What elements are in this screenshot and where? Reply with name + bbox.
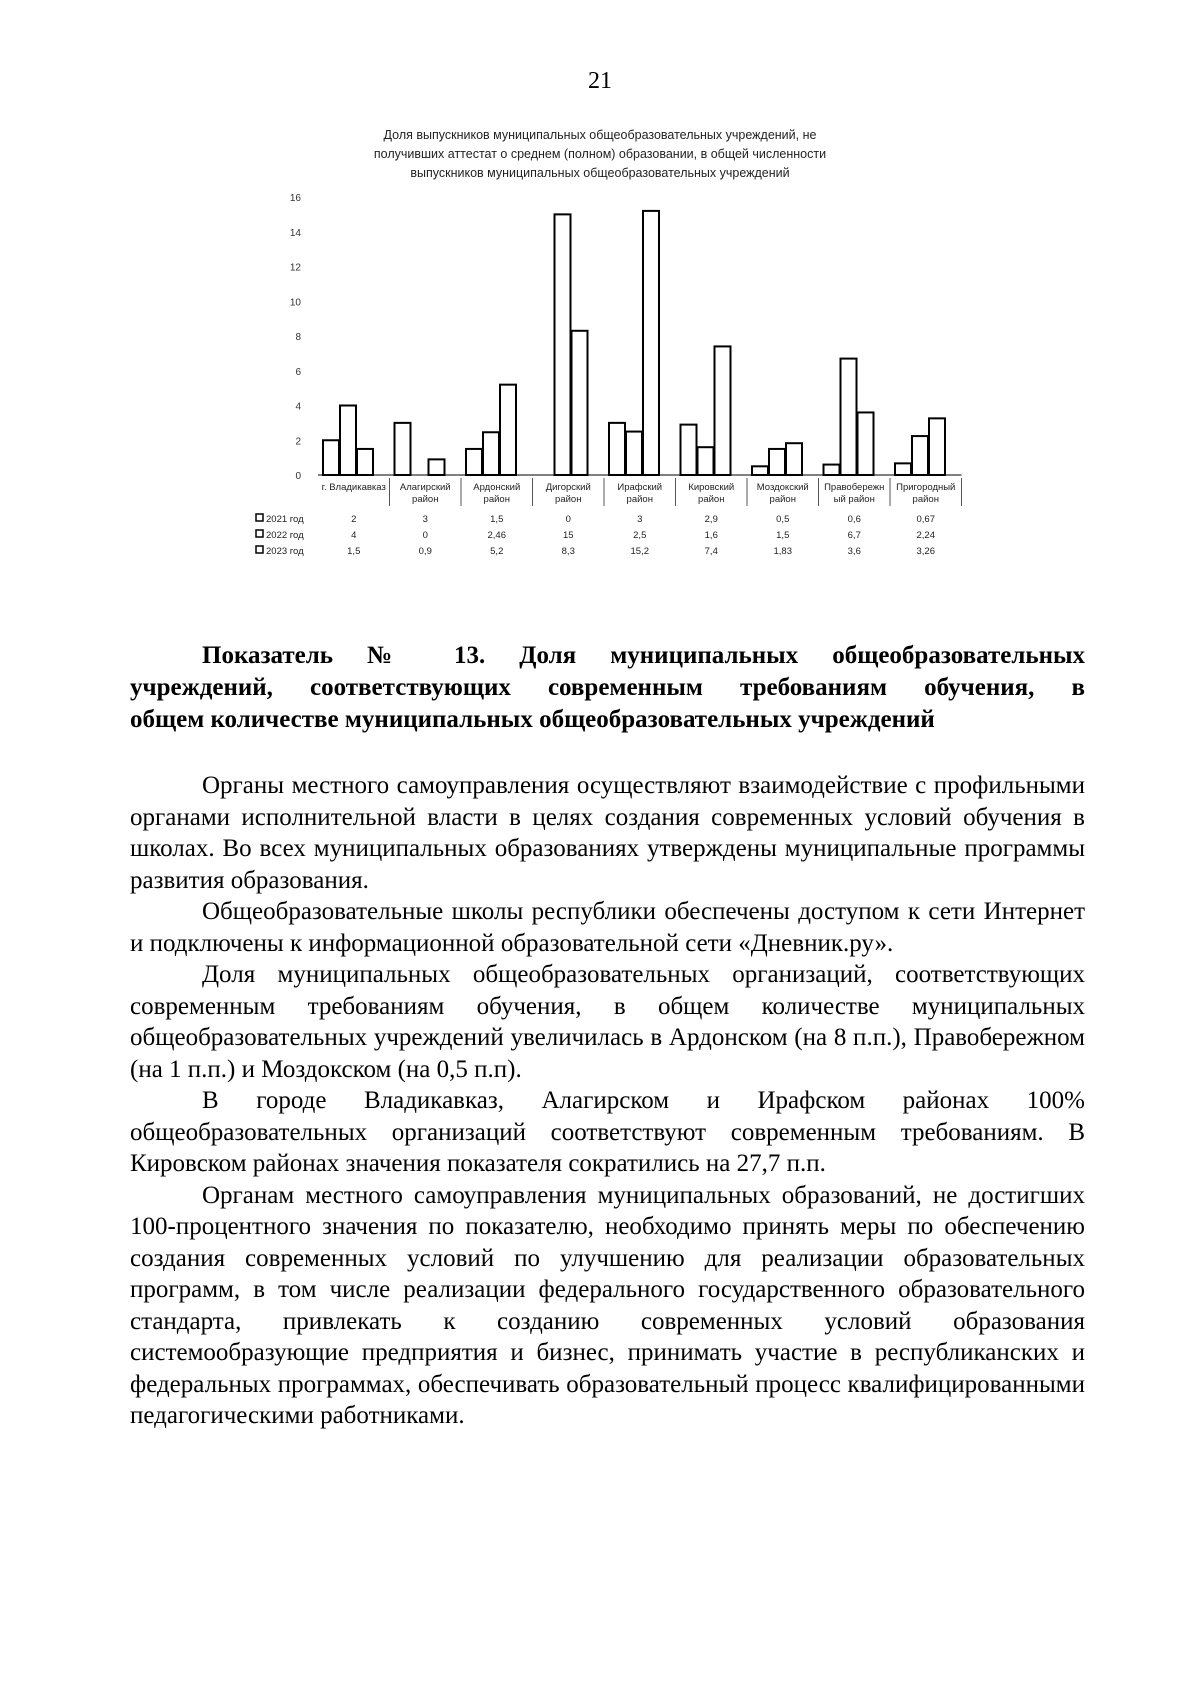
paragraph: В городе Владикавказ, Алагирском и Ирафском районах 100% общеобразовательных организаций соответствуют современным требованиям. В Кировском районах значения показателя сократились на 27,7 п.п.	[130, 1087, 1085, 1177]
chart-title-line: Доля выпускников муниципальных общеобразовательных учреждений, не	[383, 128, 817, 142]
category-label: Ирафский	[617, 482, 663, 493]
category-label: район	[412, 494, 439, 505]
heading-line: Показатель № 13. Доля муниципальных общеобразовательных	[202, 642, 1085, 669]
y-tick-label: 12	[289, 262, 301, 274]
bar	[357, 449, 373, 475]
bar	[466, 449, 482, 475]
bar	[841, 359, 857, 475]
data-table-value: 7,4	[704, 546, 718, 557]
data-table-value: 2	[351, 514, 357, 525]
y-tick-label: 14	[289, 227, 301, 239]
y-tick-label: 10	[289, 297, 301, 309]
chart-title-line: получивших аттестат о среднем (полном) образовании, в общей численности	[373, 147, 827, 161]
heading-line: учреждений, соответствующих современным требованиям обучения, в	[130, 674, 1085, 701]
data-table-value: 8,3	[561, 546, 575, 557]
data-table-value: 1,5	[347, 546, 361, 557]
bar	[483, 432, 499, 475]
bar	[929, 418, 945, 475]
category-label: Алагирский	[399, 482, 451, 493]
data-table-value: 2,46	[487, 530, 506, 541]
data-table-value: 6,7	[847, 530, 861, 541]
data-table-value: 0,9	[418, 546, 432, 557]
bar	[323, 440, 339, 475]
data-table-value: 3	[422, 514, 428, 525]
category-label: Ардонский	[473, 482, 521, 493]
chart-title-line: выпускников муниципальных общеобразовательных учреждений	[410, 166, 790, 180]
bar	[609, 423, 625, 475]
paragraph: Органам местного самоуправления муниципальных образований, не достигших 100-процентного значения по показателю, необходимо принять меры по обеспечению создания современных условий по улучшению для реализации образовательных программ, в том числе реализации федерального государственного образовательного стандарта, привлекать к созданию современных условий образования системообразующие предприятия и бизнес, принимать участие в республиканских и федеральных программах, обеспечивать образовательный процесс квалифицированными педагогическими работниками.	[130, 1181, 1085, 1429]
data-table-value: 1,5	[490, 514, 504, 525]
category-label: район	[698, 494, 725, 505]
bar	[824, 465, 840, 475]
category-label: г. Владикавказ	[321, 482, 386, 493]
data-table-value: 1,5	[776, 530, 790, 541]
bar	[626, 432, 642, 475]
bar	[769, 449, 785, 475]
data-table-value: 3,6	[847, 546, 861, 557]
section-heading	[130, 640, 1085, 736]
heading-line: общем количестве муниципальных общеобразовательных учреждений	[130, 706, 935, 733]
legend-label: 2021 год	[266, 514, 304, 525]
bar	[895, 463, 911, 475]
data-table-value: 0,67	[916, 514, 935, 525]
bar	[340, 406, 356, 476]
data-table-value: 0	[565, 514, 571, 525]
legend-swatch	[256, 530, 263, 537]
data-table-value: 4	[351, 530, 357, 541]
bar	[500, 385, 516, 475]
bar	[786, 443, 802, 475]
data-table-value: 3	[637, 514, 643, 525]
category-label: район	[769, 494, 796, 505]
category-label: район	[626, 494, 653, 505]
legend-swatch	[256, 514, 263, 521]
data-table-value: 1,6	[704, 530, 718, 541]
y-tick-label: 6	[295, 366, 301, 378]
paragraph: Общеобразовательные школы республики обеспечены доступом к сети Интернет и подключены к информационной образовательной сети «Дневник.ру».	[130, 898, 1085, 957]
bar	[429, 459, 445, 475]
bar	[395, 423, 411, 475]
legend-swatch	[256, 546, 263, 553]
data-table-value: 2,9	[704, 514, 718, 525]
data-table-value: 3,26	[916, 546, 935, 557]
category-label: Моздокский	[756, 482, 809, 493]
bar	[555, 214, 571, 475]
data-table-value: 1,83	[773, 546, 792, 557]
bar	[912, 436, 928, 475]
body-text	[130, 770, 1085, 1432]
bar	[715, 346, 731, 475]
legend-label: 2022 год	[266, 530, 304, 541]
data-table-value: 0,5	[776, 514, 790, 525]
bar-chart	[0, 0, 1200, 600]
category-label: район	[483, 494, 510, 505]
paragraph: Доля муниципальных общеобразовательных организаций, соответствующих современным требованиям обучения, в общем количестве муниципальных общеобразовательных учреждений увеличилась в Ардонском (на 8 п.п.), Правобережном (на 1 п.п.) и Моздокском (на 0,5 п.п).	[130, 961, 1085, 1083]
y-tick-label: 4	[295, 401, 301, 413]
data-table-value: 0	[422, 530, 428, 541]
bar	[752, 466, 768, 475]
data-table-value: 0,6	[847, 514, 861, 525]
y-tick-label: 2	[295, 436, 301, 448]
y-tick-label: 0	[295, 471, 301, 482]
category-label: Дигорский	[545, 482, 591, 493]
legend-label: 2023 год	[266, 546, 304, 557]
y-tick-label: 16	[289, 193, 301, 204]
data-table-value: 15,2	[630, 546, 649, 557]
data-table-value: 2,24	[916, 530, 935, 541]
paragraph: Органы местного самоуправления осуществляют взаимодействие с профильными органами исполнительной власти в целях создания современных условий обучения в школах. Во всех муниципальных образованиях утверждены муниципальные программы развития образования.	[130, 772, 1085, 894]
bar	[643, 211, 659, 475]
category-label: Кировский	[688, 482, 735, 493]
bar	[572, 331, 588, 475]
data-table-value: 5,2	[490, 546, 504, 557]
bar	[698, 447, 714, 475]
data-table-value: 2,5	[633, 530, 647, 541]
category-label: район	[555, 494, 582, 505]
category-label: ый район	[833, 494, 875, 505]
bar	[858, 412, 874, 475]
chart-canvas	[0, 0, 1200, 600]
y-tick-label: 8	[295, 332, 301, 343]
page-number: 21	[588, 68, 612, 94]
category-label: Пригородный	[896, 482, 956, 493]
category-label: Правобережн	[824, 482, 885, 493]
bar	[681, 425, 697, 475]
data-table-value: 15	[562, 530, 574, 541]
category-label: район	[912, 494, 939, 505]
